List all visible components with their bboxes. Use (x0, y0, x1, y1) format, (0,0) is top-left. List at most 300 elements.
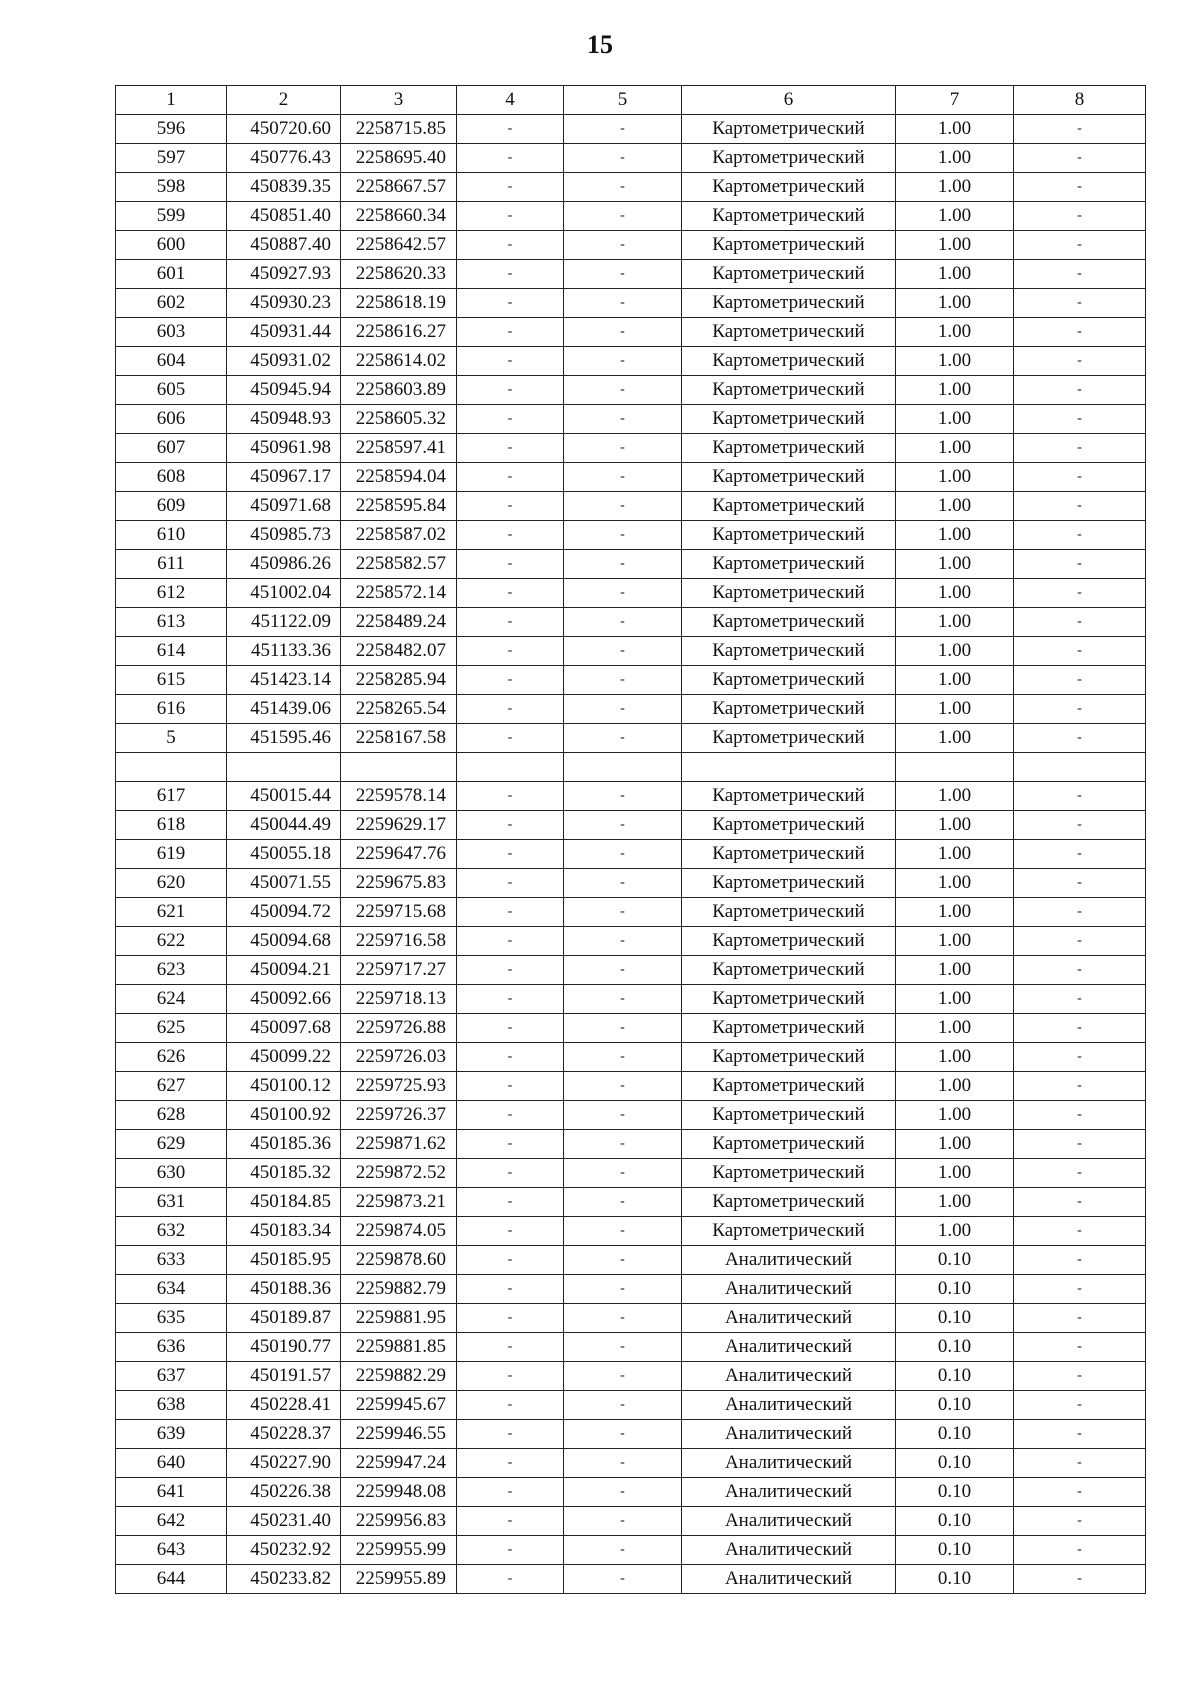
cell-method: Картометрический (682, 695, 896, 724)
cell-col-4: - (457, 637, 564, 666)
cell-col-4: - (457, 898, 564, 927)
cell-col-4: - (457, 1478, 564, 1507)
header-col-1: 1 (116, 86, 227, 115)
cell-x-coordinate: 450776.43 (227, 144, 341, 173)
cell-point-number: 630 (116, 1159, 227, 1188)
table-row (116, 289, 1146, 318)
cell-y-coordinate: 2259717.27 (341, 956, 457, 985)
table-row (116, 985, 1146, 1014)
cell-x-coordinate: 450189.87 (227, 1304, 341, 1333)
cell-col-4: - (457, 608, 564, 637)
cell-col-5: - (564, 492, 682, 521)
cell-col-8: - (1014, 1188, 1146, 1217)
table-row (116, 1304, 1146, 1333)
table-row (116, 1507, 1146, 1536)
cell-method: Картометрический (682, 579, 896, 608)
cell-accuracy: 1.00 (896, 492, 1014, 521)
cell-method: Картометрический (682, 144, 896, 173)
cell-method: Картометрический (682, 840, 896, 869)
cell-col-5: - (564, 1043, 682, 1072)
cell-point-number: 604 (116, 347, 227, 376)
cell-col-5: - (564, 463, 682, 492)
cell-col-4: - (457, 521, 564, 550)
cell-col-4: - (457, 1043, 564, 1072)
cell-method: Аналитический (682, 1536, 896, 1565)
cell-col-8: - (1014, 1072, 1146, 1101)
cell-col-5: - (564, 637, 682, 666)
cell-x-coordinate: 450183.34 (227, 1217, 341, 1246)
table-row (116, 608, 1146, 637)
cell-y-coordinate: 2258597.41 (341, 434, 457, 463)
cell-point-number: 632 (116, 1217, 227, 1246)
cell-col-5: - (564, 1217, 682, 1246)
cell-x-coordinate: 450184.85 (227, 1188, 341, 1217)
cell-method: Картометрический (682, 985, 896, 1014)
table-row (116, 840, 1146, 869)
cell-method: Картометрический (682, 434, 896, 463)
cell-y-coordinate: 2258695.40 (341, 144, 457, 173)
cell-col-5: - (564, 840, 682, 869)
table-header (116, 86, 1146, 115)
cell-col-4: - (457, 231, 564, 260)
cell-col-5: - (564, 898, 682, 927)
cell-point-number: 627 (116, 1072, 227, 1101)
cell-x-coordinate: 450044.49 (227, 811, 341, 840)
table-row (116, 1246, 1146, 1275)
cell-y-coordinate: 2258594.04 (341, 463, 457, 492)
cell-col-5: - (564, 608, 682, 637)
cell-accuracy: 1.00 (896, 898, 1014, 927)
cell-x-coordinate: 450228.37 (227, 1420, 341, 1449)
cell-method: Картометрический (682, 1188, 896, 1217)
cell-point-number: 612 (116, 579, 227, 608)
table-row (116, 811, 1146, 840)
cell-accuracy: 1.00 (896, 1188, 1014, 1217)
cell-point-number: 642 (116, 1507, 227, 1536)
cell-method: Картометрический (682, 202, 896, 231)
cell-col-5: - (564, 231, 682, 260)
cell-y-coordinate: 2259955.89 (341, 1565, 457, 1594)
cell-col-4: - (457, 1333, 564, 1362)
cell-col-4: - (457, 1536, 564, 1565)
cell-accuracy: 1.00 (896, 463, 1014, 492)
cell-x-coordinate: 450930.23 (227, 289, 341, 318)
table-row (116, 1362, 1146, 1391)
cell-col-8: - (1014, 347, 1146, 376)
cell-col-8: - (1014, 376, 1146, 405)
cell-col-4: - (457, 347, 564, 376)
cell-col-8: - (1014, 927, 1146, 956)
cell-accuracy: 1.00 (896, 869, 1014, 898)
cell-col-5: - (564, 1449, 682, 1478)
cell-col-8: - (1014, 1217, 1146, 1246)
cell-col-5: - (564, 695, 682, 724)
cell-point-number: 599 (116, 202, 227, 231)
cell-col-8 (1014, 753, 1146, 782)
cell-col-5: - (564, 782, 682, 811)
cell-col-5: - (564, 1536, 682, 1565)
cell-col-5: - (564, 1159, 682, 1188)
cell-point-number: 629 (116, 1130, 227, 1159)
cell-col-5: - (564, 289, 682, 318)
cell-col-8: - (1014, 318, 1146, 347)
cell-point-number: 638 (116, 1391, 227, 1420)
cell-y-coordinate: 2259947.24 (341, 1449, 457, 1478)
cell-col-4: - (457, 405, 564, 434)
cell-col-4 (457, 753, 564, 782)
cell-accuracy: 1.00 (896, 927, 1014, 956)
cell-y-coordinate: 2259675.83 (341, 869, 457, 898)
table-row (116, 869, 1146, 898)
cell-x-coordinate: 450227.90 (227, 1449, 341, 1478)
cell-accuracy: 0.10 (896, 1391, 1014, 1420)
cell-col-8: - (1014, 579, 1146, 608)
table-row (116, 1478, 1146, 1507)
cell-col-5: - (564, 1565, 682, 1594)
header-col-2: 2 (227, 86, 341, 115)
cell-col-5: - (564, 260, 682, 289)
table-body (116, 115, 1146, 1594)
cell-col-4: - (457, 1304, 564, 1333)
cell-col-4: - (457, 434, 564, 463)
cell-col-5: - (564, 1362, 682, 1391)
table-row (116, 173, 1146, 202)
table-row (116, 1188, 1146, 1217)
cell-y-coordinate: 2259881.85 (341, 1333, 457, 1362)
cell-col-5: - (564, 579, 682, 608)
page-number: 15 (587, 30, 613, 59)
cell-y-coordinate: 2258603.89 (341, 376, 457, 405)
table-row (116, 1420, 1146, 1449)
cell-col-4: - (457, 492, 564, 521)
cell-method: Картометрический (682, 637, 896, 666)
cell-accuracy: 1.00 (896, 811, 1014, 840)
cell-point-number: 639 (116, 1420, 227, 1449)
cell-col-4: - (457, 550, 564, 579)
cell-point-number: 596 (116, 115, 227, 144)
cell-accuracy: 1.00 (896, 231, 1014, 260)
cell-accuracy: 1.00 (896, 666, 1014, 695)
cell-accuracy: 1.00 (896, 202, 1014, 231)
cell-col-8: - (1014, 1130, 1146, 1159)
cell-x-coordinate: 451122.09 (227, 608, 341, 637)
cell-y-coordinate: 2259871.62 (341, 1130, 457, 1159)
cell-method: Картометрический (682, 521, 896, 550)
table-row (116, 666, 1146, 695)
cell-col-5: - (564, 1014, 682, 1043)
cell-x-coordinate: 450967.17 (227, 463, 341, 492)
cell-col-8: - (1014, 1449, 1146, 1478)
cell-accuracy: 0.10 (896, 1362, 1014, 1391)
cell-accuracy: 1.00 (896, 405, 1014, 434)
cell-col-4: - (457, 1391, 564, 1420)
cell-col-5: - (564, 1391, 682, 1420)
cell-point-number: 608 (116, 463, 227, 492)
header-row (116, 86, 1146, 115)
cell-col-8: - (1014, 1391, 1146, 1420)
table-row (116, 492, 1146, 521)
cell-y-coordinate: 2259874.05 (341, 1217, 457, 1246)
cell-accuracy: 1.00 (896, 1159, 1014, 1188)
cell-x-coordinate: 450100.92 (227, 1101, 341, 1130)
cell-point-number: 598 (116, 173, 227, 202)
cell-col-8: - (1014, 144, 1146, 173)
cell-col-4: - (457, 376, 564, 405)
cell-col-8: - (1014, 898, 1146, 927)
cell-y-coordinate: 2258620.33 (341, 260, 457, 289)
cell-col-8: - (1014, 1362, 1146, 1391)
cell-x-coordinate: 451423.14 (227, 666, 341, 695)
cell-col-4: - (457, 782, 564, 811)
table-row (116, 231, 1146, 260)
cell-point-number: 623 (116, 956, 227, 985)
table-row (116, 1333, 1146, 1362)
cell-method: Аналитический (682, 1275, 896, 1304)
cell-point-number: 635 (116, 1304, 227, 1333)
cell-col-4: - (457, 695, 564, 724)
cell-point-number: 603 (116, 318, 227, 347)
cell-col-8: - (1014, 1014, 1146, 1043)
cell-col-5 (564, 753, 682, 782)
cell-col-8: - (1014, 1304, 1146, 1333)
table-row (116, 782, 1146, 811)
cell-method: Картометрический (682, 463, 896, 492)
cell-accuracy: 0.10 (896, 1536, 1014, 1565)
cell-method: Аналитический (682, 1420, 896, 1449)
cell-x-coordinate: 450055.18 (227, 840, 341, 869)
cell-col-8: - (1014, 463, 1146, 492)
cell-col-5: - (564, 202, 682, 231)
table-row (116, 463, 1146, 492)
cell-col-5: - (564, 347, 682, 376)
cell-point-number: 620 (116, 869, 227, 898)
cell-point-number: 640 (116, 1449, 227, 1478)
cell-col-8: - (1014, 1159, 1146, 1188)
cell-x-coordinate: 450191.57 (227, 1362, 341, 1391)
cell-col-8: - (1014, 260, 1146, 289)
cell-y-coordinate: 2259629.17 (341, 811, 457, 840)
cell-y-coordinate: 2259873.21 (341, 1188, 457, 1217)
table-row (116, 1536, 1146, 1565)
cell-point-number: 624 (116, 985, 227, 1014)
cell-col-4: - (457, 1420, 564, 1449)
table-row (116, 1449, 1146, 1478)
cell-point-number: 613 (116, 608, 227, 637)
cell-y-coordinate: 2259878.60 (341, 1246, 457, 1275)
cell-point-number: 622 (116, 927, 227, 956)
cell-method: Картометрический (682, 1159, 896, 1188)
cell-point-number: 643 (116, 1536, 227, 1565)
cell-col-5: - (564, 144, 682, 173)
cell-method: Аналитический (682, 1507, 896, 1536)
cell-y-coordinate: 2259726.37 (341, 1101, 457, 1130)
cell-accuracy: 1.00 (896, 173, 1014, 202)
table-row (116, 405, 1146, 434)
cell-y-coordinate: 2258616.27 (341, 318, 457, 347)
cell-col-8: - (1014, 869, 1146, 898)
table-row (116, 1072, 1146, 1101)
table-row (116, 579, 1146, 608)
cell-y-coordinate: 2259726.03 (341, 1043, 457, 1072)
cell-x-coordinate: 450097.68 (227, 1014, 341, 1043)
cell-accuracy: 1.00 (896, 115, 1014, 144)
cell-method: Картометрический (682, 898, 896, 927)
table-row (116, 695, 1146, 724)
table-row (116, 1565, 1146, 1594)
cell-col-5: - (564, 115, 682, 144)
cell-col-8: - (1014, 115, 1146, 144)
cell-x-coordinate: 450720.60 (227, 115, 341, 144)
cell-point-number: 641 (116, 1478, 227, 1507)
cell-x-coordinate: 450851.40 (227, 202, 341, 231)
cell-accuracy: 1.00 (896, 434, 1014, 463)
cell-col-8: - (1014, 1246, 1146, 1275)
table-row (116, 1101, 1146, 1130)
table-row (116, 347, 1146, 376)
cell-point-number: 618 (116, 811, 227, 840)
cell-col-4: - (457, 144, 564, 173)
cell-accuracy: 1.00 (896, 1014, 1014, 1043)
cell-col-4: - (457, 1507, 564, 1536)
cell-y-coordinate: 2258482.07 (341, 637, 457, 666)
cell-point-number: 631 (116, 1188, 227, 1217)
cell-col-8: - (1014, 840, 1146, 869)
cell-method: Аналитический (682, 1391, 896, 1420)
cell-col-5: - (564, 666, 682, 695)
cell-x-coordinate: 450015.44 (227, 782, 341, 811)
cell-col-4: - (457, 869, 564, 898)
cell-col-8: - (1014, 811, 1146, 840)
cell-method: Картометрический (682, 1043, 896, 1072)
cell-x-coordinate: 450228.41 (227, 1391, 341, 1420)
header-col-7: 7 (896, 86, 1014, 115)
cell-col-4: - (457, 1159, 564, 1188)
cell-x-coordinate: 450233.82 (227, 1565, 341, 1594)
cell-col-5: - (564, 550, 682, 579)
cell-col-8: - (1014, 1043, 1146, 1072)
cell-col-4: - (457, 579, 564, 608)
cell-method: Картометрический (682, 405, 896, 434)
cell-col-5: - (564, 1420, 682, 1449)
cell-point-number: 605 (116, 376, 227, 405)
cell-method: Аналитический (682, 1333, 896, 1362)
header-col-8: 8 (1014, 86, 1146, 115)
cell-col-4: - (457, 1014, 564, 1043)
cell-accuracy: 1.00 (896, 347, 1014, 376)
cell-col-4: - (457, 1275, 564, 1304)
cell-method: Картометрический (682, 289, 896, 318)
cell-y-coordinate: 2259578.14 (341, 782, 457, 811)
cell-accuracy: 1.00 (896, 1101, 1014, 1130)
cell-point-number: 614 (116, 637, 227, 666)
cell-y-coordinate: 2258595.84 (341, 492, 457, 521)
cell-accuracy: 1.00 (896, 579, 1014, 608)
cell-point-number: 616 (116, 695, 227, 724)
cell-method: Картометрический (682, 115, 896, 144)
cell-method: Картометрический (682, 927, 896, 956)
cell-accuracy: 1.00 (896, 637, 1014, 666)
cell-col-4: - (457, 956, 564, 985)
cell-x-coordinate: 450094.68 (227, 927, 341, 956)
cell-col-5: - (564, 405, 682, 434)
cell-col-8: - (1014, 724, 1146, 753)
cell-y-coordinate: 2258582.57 (341, 550, 457, 579)
cell-y-coordinate: 2259718.13 (341, 985, 457, 1014)
cell-y-coordinate: 2259946.55 (341, 1420, 457, 1449)
cell-method: Картометрический (682, 1217, 896, 1246)
table-row (116, 115, 1146, 144)
cell-x-coordinate: 450185.32 (227, 1159, 341, 1188)
cell-y-coordinate: 2259881.95 (341, 1304, 457, 1333)
cell-col-5: - (564, 1188, 682, 1217)
cell-point-number: 617 (116, 782, 227, 811)
table-row (116, 637, 1146, 666)
cell-col-8: - (1014, 405, 1146, 434)
table-row (116, 318, 1146, 347)
cell-y-coordinate: 2258660.34 (341, 202, 457, 231)
cell-accuracy: 1.00 (896, 318, 1014, 347)
cell-accuracy: 1.00 (896, 985, 1014, 1014)
table-row (116, 260, 1146, 289)
cell-accuracy: 1.00 (896, 1217, 1014, 1246)
cell-col-4: - (457, 724, 564, 753)
cell-col-4: - (457, 289, 564, 318)
cell-col-4: - (457, 985, 564, 1014)
cell-accuracy: 1.00 (896, 1072, 1014, 1101)
cell-y-coordinate: 2258265.54 (341, 695, 457, 724)
cell-col-5: - (564, 1507, 682, 1536)
cell-x-coordinate: 450971.68 (227, 492, 341, 521)
cell-col-8: - (1014, 1478, 1146, 1507)
cell-col-4: - (457, 463, 564, 492)
cell-x-coordinate: 450948.93 (227, 405, 341, 434)
cell-col-5: - (564, 869, 682, 898)
cell-method (682, 753, 896, 782)
cell-point-number: 644 (116, 1565, 227, 1594)
cell-method: Картометрический (682, 1130, 896, 1159)
cell-accuracy: 1.00 (896, 956, 1014, 985)
cell-col-8: - (1014, 1565, 1146, 1594)
cell-x-coordinate: 450985.73 (227, 521, 341, 550)
cell-accuracy: 1.00 (896, 376, 1014, 405)
table-row (116, 956, 1146, 985)
cell-y-coordinate: 2259882.29 (341, 1362, 457, 1391)
cell-col-5: - (564, 521, 682, 550)
cell-x-coordinate: 450986.26 (227, 550, 341, 579)
cell-method: Картометрический (682, 608, 896, 637)
cell-method: Картометрический (682, 811, 896, 840)
cell-col-5: - (564, 724, 682, 753)
cell-accuracy: 1.00 (896, 840, 1014, 869)
cell-x-coordinate: 450185.95 (227, 1246, 341, 1275)
cell-method: Картометрический (682, 550, 896, 579)
cell-x-coordinate: 450099.22 (227, 1043, 341, 1072)
cell-x-coordinate: 450945.94 (227, 376, 341, 405)
cell-point-number: 633 (116, 1246, 227, 1275)
table-row (116, 521, 1146, 550)
cell-accuracy: 0.10 (896, 1420, 1014, 1449)
cell-x-coordinate: 451133.36 (227, 637, 341, 666)
cell-col-4: - (457, 202, 564, 231)
cell-x-coordinate: 450094.21 (227, 956, 341, 985)
cell-col-4: - (457, 173, 564, 202)
cell-method: Аналитический (682, 1565, 896, 1594)
cell-accuracy: 1.00 (896, 289, 1014, 318)
coordinates-table (115, 85, 1146, 1594)
table-row (116, 550, 1146, 579)
cell-y-coordinate: 2258605.32 (341, 405, 457, 434)
cell-accuracy: 0.10 (896, 1333, 1014, 1362)
